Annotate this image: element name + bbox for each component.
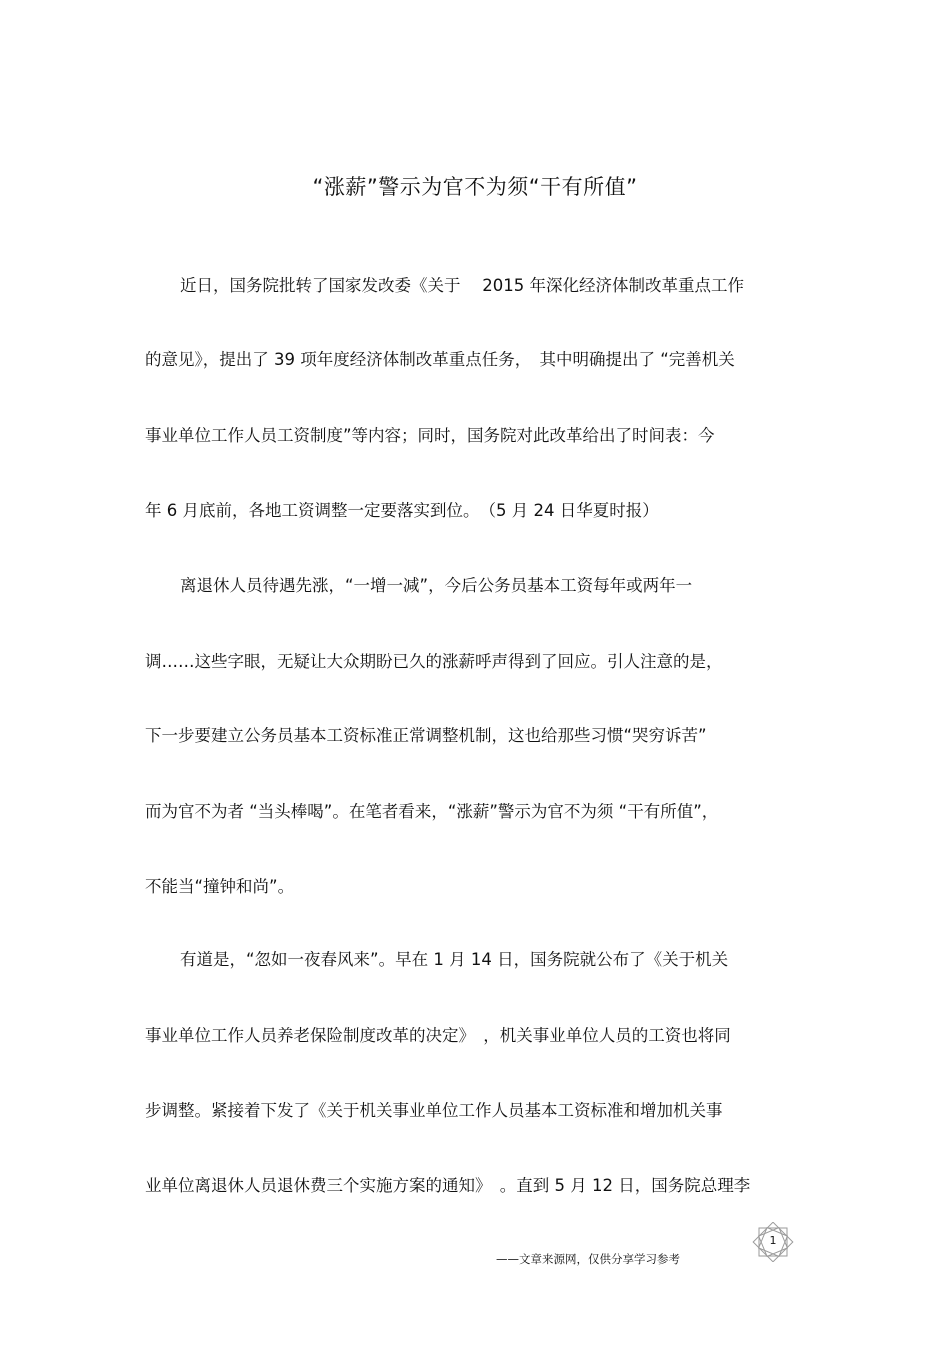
paragraph-line: 下一步要建立公务员基本工资标准正常调整机制，这也给那些习惯“哭穷诉苦” xyxy=(145,726,707,745)
paragraph-line: 年 6 月底前，各地工资调整一定要落实到位。 （5 月 24 日华夏时报） xyxy=(145,501,659,520)
paragraph-line: 的意见》，提出了 39 项年度经济体制改革重点任务， 其中明确提出了 “完善机关 xyxy=(145,350,735,369)
paragraph-line: 业单位离退休人员退休费三个实施方案的通知》 。直到 5 月 12 日，国务院总理李 xyxy=(145,1176,751,1195)
paragraph-line: 离退休人员待遇先涨，“一增一减”，今后公务员基本工资每年或两年一 xyxy=(180,576,693,595)
paragraph-line: 近日，国务院批转了国家发改委《关于 2015 年深化经济体制改革重点工作 xyxy=(180,276,744,295)
page-number: 1 xyxy=(769,1234,777,1247)
source-note: ——文章来源网，仅供分享学习参考 xyxy=(496,1252,680,1266)
paragraph-line: 有道是，“忽如一夜春风来”。早在 1 月 14 日，国务院就公布了《关于机关 xyxy=(180,950,729,969)
page-number-badge xyxy=(750,1222,796,1262)
paragraph-line: 步调整。紧接着下发了《关于机关事业单位工作人员基本工资标准和增加机关事 xyxy=(145,1101,723,1120)
paragraph-line: 调……这些字眼，无疑让大众期盼已久的涨薪呼声得到了回应。引人注意的是， xyxy=(145,652,723,671)
paragraph-line: 而为官不为者 “当头棒喝”。在笔者看来，“涨薪”警示为官不为须 “干有所值”， xyxy=(145,802,719,821)
paragraph-line: 事业单位工作人员工资制度”等内容；同时，国务院对此改革给出了时间表：今 xyxy=(145,426,715,445)
paragraph-line: 事业单位工作人员养老保险制度改革的决定》 ，机关事业单位人员的工资也将同 xyxy=(145,1026,731,1045)
document-title: “涨薪”警示为官不为须“干有所值” xyxy=(312,175,638,199)
paragraph-line: 不能当“撞钟和尚”。 xyxy=(145,877,295,896)
